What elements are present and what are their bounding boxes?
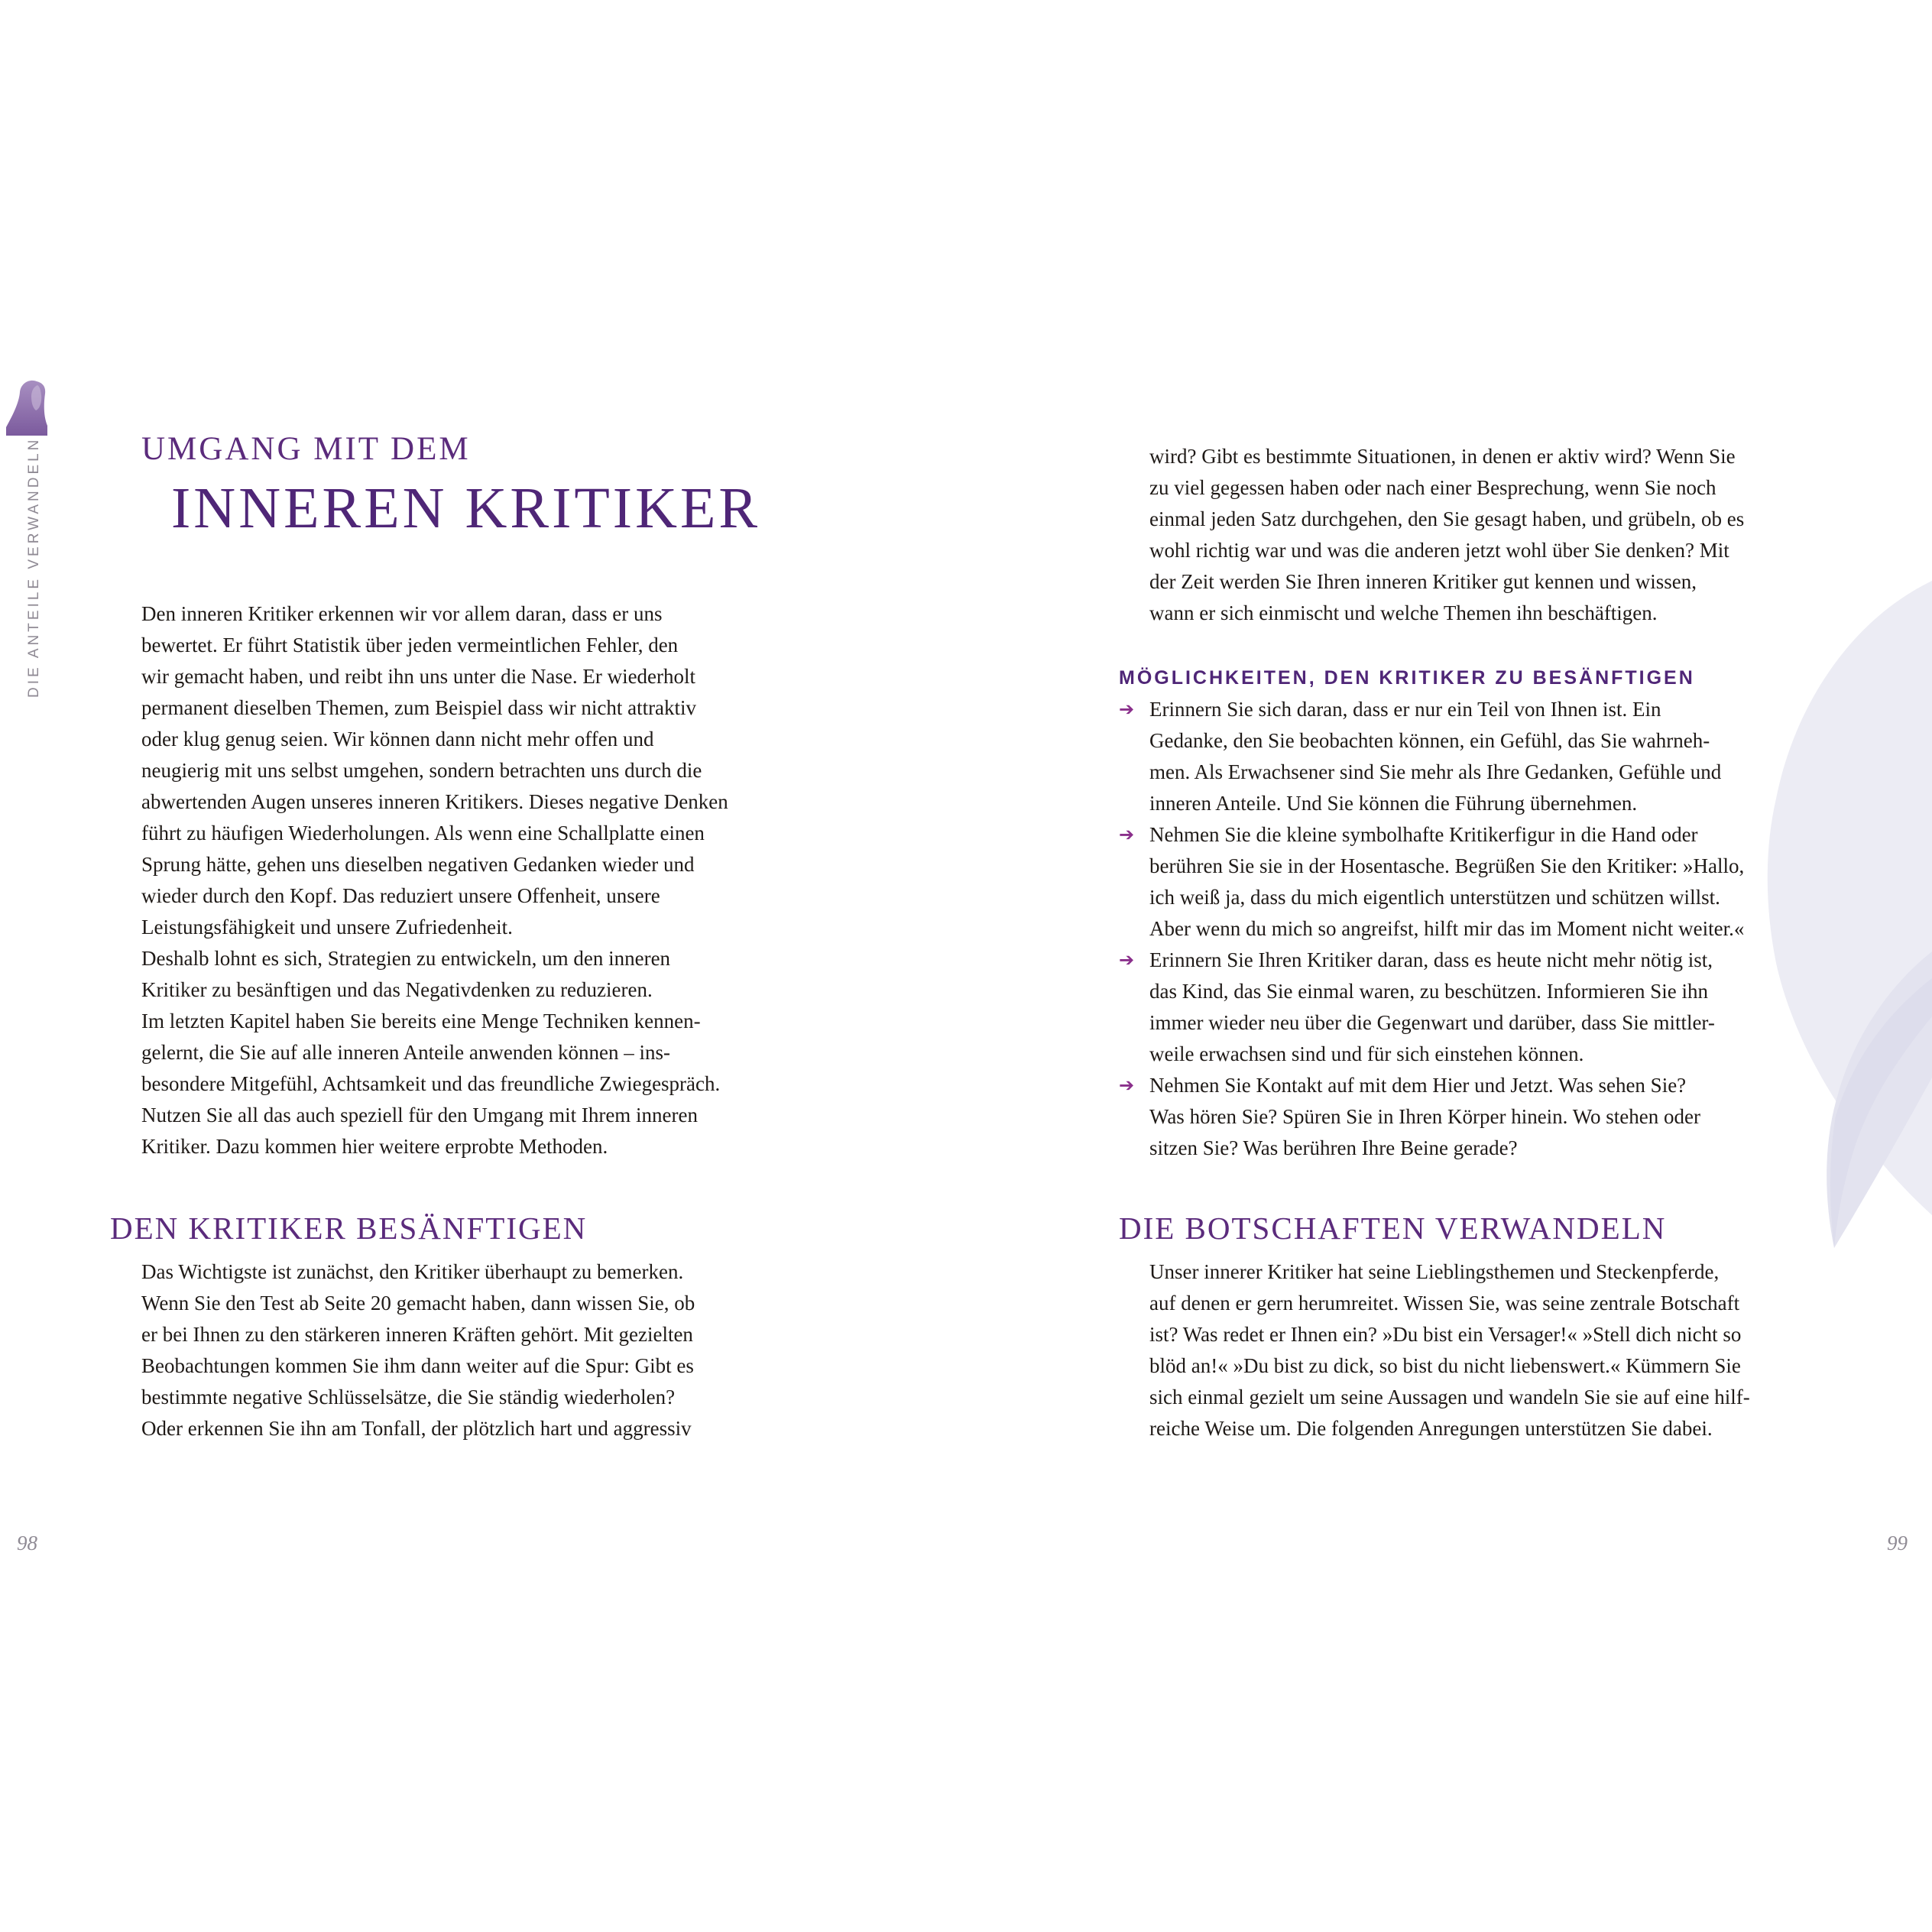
- chapter-label: DIE ANTEILE VERWANDELN: [26, 436, 42, 698]
- text-line: Nutzen Sie all das auch speziell für den Umgang mit Ihrem inneren: [141, 1104, 699, 1126]
- text-line: gelernt, die Sie auf alle inneren Anteile anwenden können – ins-: [141, 1041, 671, 1064]
- text-line: ist? Was redet er Ihnen ein? »Du bist ein Versager!« »Stell dich nicht so: [1149, 1323, 1742, 1346]
- section-heading-botschaften: DIE BOTSCHAFTEN VERWANDELN: [1119, 1211, 1667, 1246]
- text-line: auf denen er gern herumreitet. Wissen Sie, was seine zentrale Botschaft: [1149, 1292, 1740, 1314]
- text-line: permanent dieselben Themen, zum Beispiel dass wir nicht attraktiv: [141, 696, 697, 719]
- text-line: blöd an!« »Du bist zu dick, so bist du nicht liebenswert.« Kümmern Sie: [1149, 1354, 1741, 1377]
- text-line: wird? Gibt es bestimmte Situationen, in denen er aktiv wird? Wenn Sie: [1149, 445, 1736, 468]
- text-line: Erinnern Sie sich daran, dass er nur ein Teil von Ihnen ist. Ein: [1149, 698, 1661, 721]
- text-line: der Zeit werden Sie Ihren inneren Kritiker gut kennen und wissen,: [1149, 570, 1697, 593]
- text-line: ich weiß ja, dass du mich eigentlich unterstützen und schützen willst.: [1149, 886, 1720, 909]
- text-line: Kritiker. Dazu kommen hier weitere erprobte Methoden.: [141, 1135, 608, 1158]
- text-line: reiche Weise um. Die folgenden Anregungen unterstützen Sie dabei.: [1149, 1417, 1713, 1440]
- bullet-item: [1119, 819, 1744, 945]
- page-title-line-2: INNEREN KRITIKER: [171, 476, 761, 540]
- text-line: bewertet. Er führt Statistik über jeden vermeintlichen Fehler, den: [141, 634, 679, 656]
- page-title-line-1: UMGANG MIT DEM: [141, 431, 471, 467]
- text-line: zu viel gegessen haben oder nach einer Besprechung, wenn Sie noch: [1149, 476, 1716, 499]
- text-line: Leistungsfähigkeit und unsere Zufriedenheit.: [141, 916, 513, 938]
- bullet-item: [1119, 1070, 1744, 1164]
- arrow-right-icon: ➔: [1119, 824, 1135, 845]
- text-line: besondere Mitgefühl, Achtsamkeit und das freundliche Zwiegespräch.: [141, 1072, 721, 1095]
- text-line: wir gemacht haben, und reibt ihn uns unter die Nase. Er wiederholt: [141, 665, 696, 688]
- text-line: Aber wenn du mich so angreifst, hilft mir das im Moment nicht weiter.«: [1149, 917, 1745, 940]
- right-section-paragraph: [1149, 1256, 1750, 1444]
- text-line: bestimmte negative Schlüsselsätze, die Sie ständig wiederholen?: [141, 1386, 676, 1408]
- left-intro-paragraph: [141, 598, 728, 1162]
- text-line: einmal jeden Satz durchgehen, den Sie gesagt haben, und grübeln, ob es: [1149, 507, 1745, 530]
- right-page: [966, 0, 1932, 1932]
- text-line: Erinnern Sie Ihren Kritiker daran, dass es heute nicht mehr nötig ist,: [1149, 948, 1713, 971]
- subheading-moeglichkeiten: MÖGLICHKEITEN, DEN KRITIKER ZU BESÄNFTIGEN: [1119, 667, 1695, 689]
- text-line: abwertenden Augen unseres inneren Kritikers. Dieses negative Denken: [141, 790, 728, 813]
- text-line: Kritiker zu besänftigen und das Negativdenken zu reduzieren.: [141, 978, 653, 1001]
- text-line: Oder erkennen Sie ihn am Tonfall, der plötzlich hart und aggressiv: [141, 1417, 692, 1440]
- text-line: Was hören Sie? Spüren Sie in Ihren Körper hinein. Wo stehen oder: [1149, 1105, 1700, 1128]
- text-line: Unser innerer Kritiker hat seine Lieblingsthemen und Steckenpferde,: [1149, 1260, 1720, 1283]
- right-top-paragraph: [1149, 441, 1744, 629]
- arrow-right-icon: ➔: [1119, 1075, 1135, 1096]
- text-line: Sprung hätte, gehen uns dieselben negativen Gedanken wieder und: [141, 853, 695, 876]
- text-line: immer wieder neu über die Gegenwart und darüber, dass Sie mittler-: [1149, 1011, 1715, 1034]
- text-line: Das Wichtigste ist zunächst, den Kritiker überhaupt zu bemerken.: [141, 1260, 684, 1283]
- text-line: Deshalb lohnt es sich, Strategien zu entwickeln, um den inneren: [141, 947, 671, 970]
- text-line: oder klug genug seien. Wir können dann nicht mehr offen und: [141, 728, 654, 750]
- bullet-item: [1119, 945, 1744, 1070]
- text-line: weile erwachsen sind und für sich einstehen können.: [1149, 1042, 1584, 1065]
- text-line: wohl richtig war und was die anderen jetzt wohl über Sie denken? Mit: [1149, 539, 1729, 562]
- text-line: Nehmen Sie die kleine symbolhafte Kritikerfigur in die Hand oder: [1149, 823, 1698, 846]
- page-number: 99: [1887, 1532, 1908, 1554]
- arrow-right-icon: ➔: [1119, 949, 1135, 971]
- text-line: berühren Sie sie in der Hosentasche. Begrüßen Sie den Kritiker: »Hallo,: [1149, 854, 1745, 877]
- text-line: sitzen Sie? Was berühren Ihre Beine gerade?: [1149, 1136, 1518, 1159]
- text-line: men. Als Erwachsener sind Sie mehr als Ihre Gedanken, Gefühle und: [1149, 760, 1722, 783]
- text-line: Wenn Sie den Test ab Seite 20 gemacht haben, dann wissen Sie, ob: [141, 1292, 695, 1314]
- text-line: wieder durch den Kopf. Das reduziert unsere Offenheit, unsere: [141, 884, 660, 907]
- bullet-list: [1119, 694, 1744, 1164]
- text-line: Gedanke, den Sie beobachten können, ein Gefühl, das Sie wahrneh-: [1149, 729, 1710, 752]
- text-line: wann er sich einmischt und welche Themen ihn beschäftigen.: [1149, 601, 1658, 624]
- text-line: führt zu häufigen Wiederholungen. Als wenn eine Schallplatte einen: [141, 822, 705, 844]
- text-line: Nehmen Sie Kontakt auf mit dem Hier und Jetzt. Was sehen Sie?: [1149, 1074, 1687, 1097]
- text-line: inneren Anteile. Und Sie können die Führung übernehmen.: [1149, 792, 1638, 815]
- page-number: 98: [17, 1532, 37, 1554]
- text-line: sich einmal gezielt um seine Aussagen und wandeln Sie sie auf eine hilf-: [1149, 1386, 1750, 1408]
- text-line: Den inneren Kritiker erkennen wir vor allem daran, dass er uns: [141, 602, 663, 625]
- text-line: Beobachtungen kommen Sie ihm dann weiter auf die Spur: Gibt es: [141, 1354, 694, 1377]
- left-section-paragraph: [141, 1256, 695, 1444]
- arrow-right-icon: ➔: [1119, 699, 1135, 720]
- text-line: neugierig mit uns selbst umgehen, sondern betrachten uns durch die: [141, 759, 702, 782]
- section-heading-besaenftigen: DEN KRITIKER BESÄNFTIGEN: [110, 1211, 588, 1246]
- woman-silhouette-icon: [6, 378, 48, 436]
- bullet-item: [1119, 694, 1744, 819]
- text-line: er bei Ihnen zu den stärkeren inneren Kräften gehört. Mit gezielten: [141, 1323, 693, 1346]
- text-line: das Kind, das Sie einmal waren, zu beschützen. Informieren Sie ihn: [1149, 980, 1709, 1003]
- text-line: Im letzten Kapitel haben Sie bereits eine Menge Techniken kennen-: [141, 1010, 701, 1032]
